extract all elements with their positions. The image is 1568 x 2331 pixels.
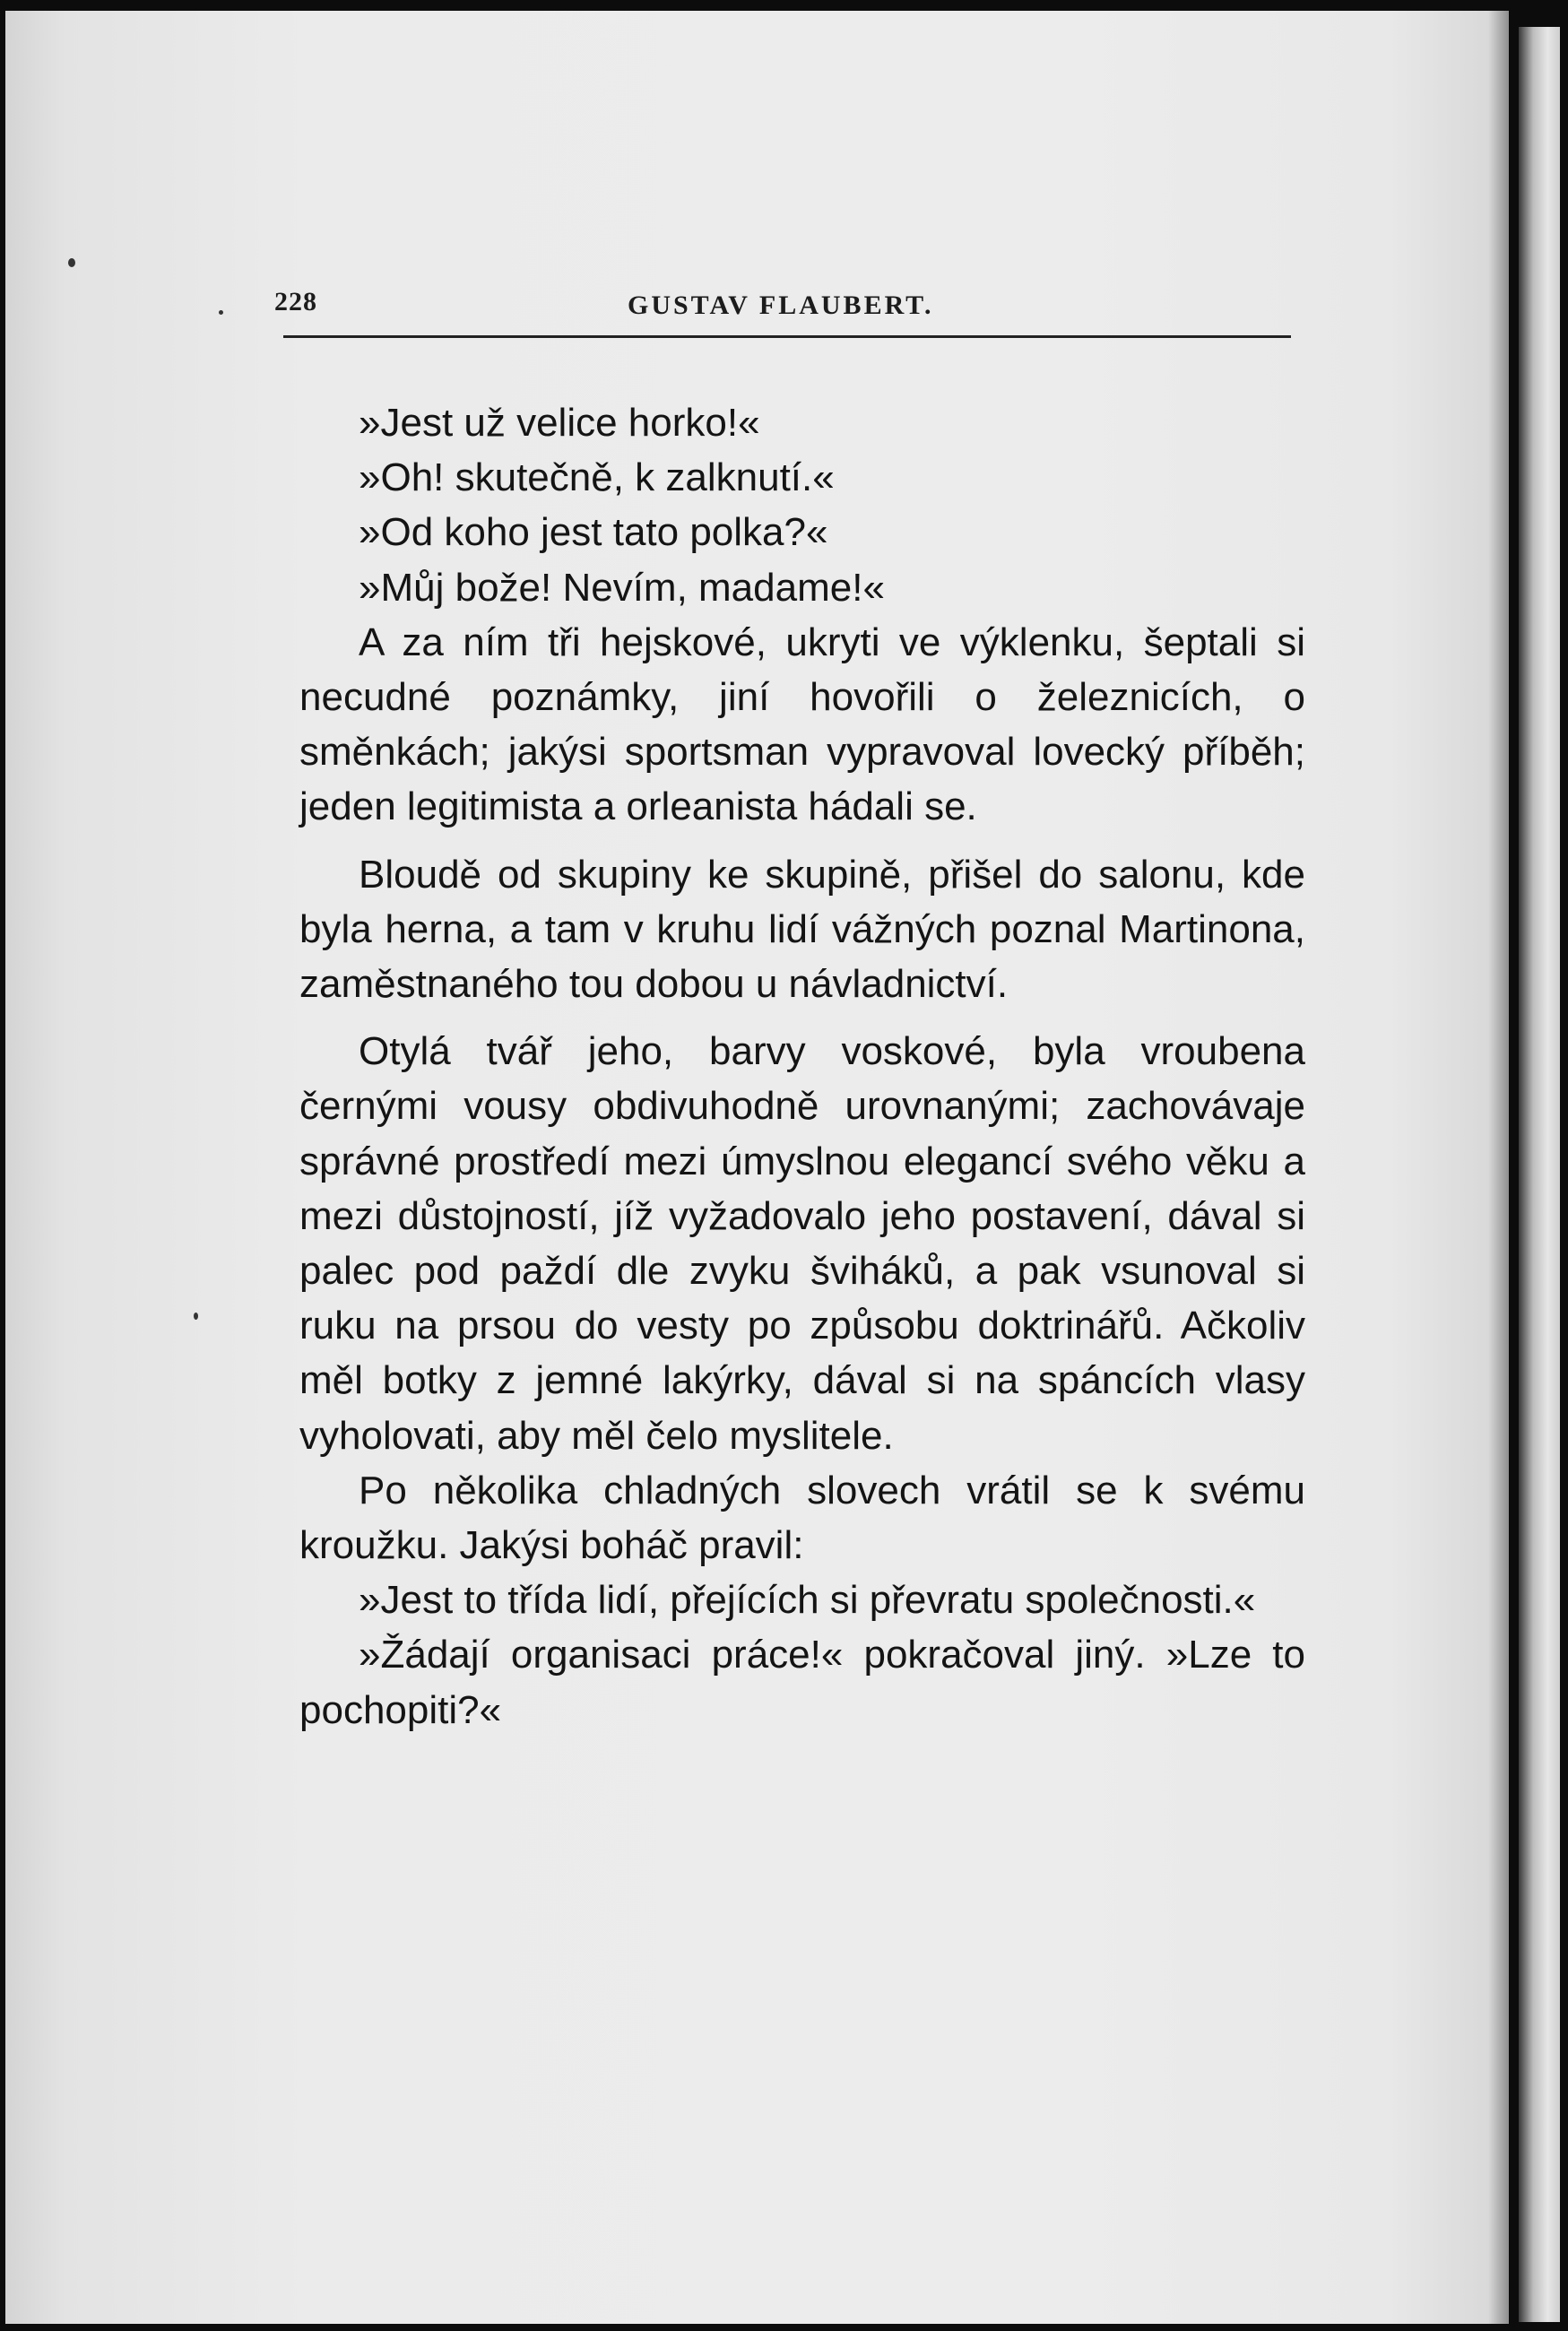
paragraph: Po několika chladných slovech vrátil se k svému kroužku. Jakýsi boháč pravil: [299,1468,1305,1568]
adjacent-page-edge [1519,27,1560,2322]
page-body-text [299,395,1305,1737]
scan-speck [68,258,75,267]
paragraph: Bloudě od skupiny ke skupině, přišel do salonu, kde byla herna, a tam v kruhu lidí vážných poznal Martinona, zaměstnaného tou dobou u návladnictví. [299,852,1305,1007]
dialog-line: »Oh! skutečně, k zalknutí.« [359,455,835,500]
header-rule [283,335,1291,338]
paragraph: Otylá tvář jeho, barvy voskové, byla vroubena černými vousy obdivuhodně urovnanými; zachovávaje správné prostředí mezi úmyslnou elegancí svého věku a mezi důstojností, jíž vyžadovalo jeho postavení, dával si palec pod paždí dle zvyku šviháků, a pak vsunoval si ruku na prsou do vesty po způsobu doktrinářů. Ačkoliv měl botky z jemné lakýrky, dával si na spáncích vlasy vyholovati, aby měl čelo myslitele. [299,1029,1305,1458]
dialog-line: »Jest už velice horko!« [359,401,760,445]
dialog-line: »Můj bože! Nevím, madame!« [359,565,885,610]
page-number: 228 [274,287,317,316]
dialog-line: »Od koho jest tato polka?« [359,510,828,555]
scan-speck [219,310,223,315]
paragraph: »Jest to třída lidí, přejících si převratu společnosti.« [359,1578,1256,1623]
paragraph: A za ním tři hejskové, ukryti ve výklenku, šeptali si necudné poznámky, jiní hovořili o železnicích, o směnkách; jakýsi sportsman vypravoval lovecký příběh; jeden legitimista a orleanista hádali se. [299,620,1305,829]
page-gutter-shadow [1488,11,1510,2324]
paragraph: »Žádají organisaci práce!« pokračoval jiný. »Lze to pochopiti?« [299,1633,1305,1732]
scan-speck [194,1313,198,1320]
running-head: GUSTAV FLAUBERT. [628,290,934,320]
